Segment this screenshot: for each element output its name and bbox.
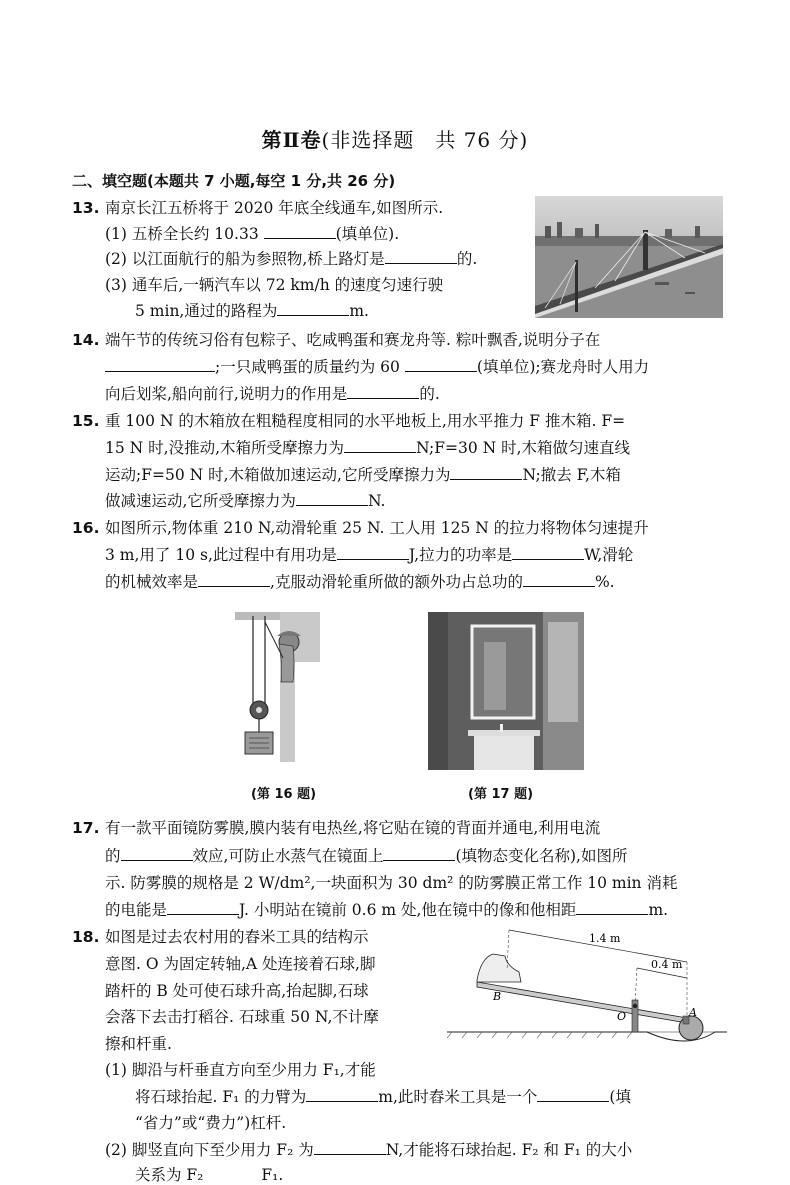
caption-fig17: (第 17 题) — [468, 787, 534, 802]
q13-part1: (1) 五桥全长约 10.33 (填单位). — [105, 225, 400, 243]
q18-number: 18. — [72, 928, 100, 946]
q15-line1: 15. 重 100 N 的木箱放在粗糙程度相同的水平地板上,用水平推力 F 推木箱. F= — [72, 412, 626, 430]
answer-blank[interactable] — [306, 1087, 378, 1102]
point-o-label: O — [617, 1010, 627, 1023]
q14-number: 14. — [72, 331, 100, 349]
answer-blank[interactable] — [296, 491, 368, 506]
q17-line1: 17. 有一款平面镜防雾膜,膜内装有电热丝,将它贴在镜的背面并通电,利用电流 — [72, 819, 601, 837]
q18-part1: (1) 脚沿与杆垂直方向至少用力 F₁,才能 — [105, 1061, 376, 1079]
point-b-label: B — [493, 990, 502, 1003]
q15-number: 15. — [72, 412, 100, 430]
q15-line3: 运动;F=50 N 时,木箱做加速运动,它所受摩擦力为 N;撤去 F,木箱 — [105, 466, 621, 484]
lever-diagram — [447, 922, 727, 1050]
q18-part1-cont2: “省力”或“费力”)杠杆. — [135, 1114, 287, 1132]
q17-line4: 的电能是 J. 小明站在镜前 0.6 m 处,他在镜中的像和他相距 m. — [105, 901, 669, 919]
q18-part2: (2) 脚竖直向下至少用力 F₂ 为 N,才能将石球抬起. F₂ 和 F₁ 的大小 — [105, 1141, 633, 1159]
q18-line3: 踏杆的 B 处可使石球升高,抬起脚,石球 — [105, 982, 369, 1000]
q17-number: 17. — [72, 819, 100, 837]
answer-blank[interactable] — [523, 572, 595, 587]
answer-blank[interactable] — [385, 249, 457, 264]
q13-number: 13. — [72, 199, 100, 217]
length-short-label: 0.4 m — [651, 958, 683, 971]
q18-line2: 意图. O 为固定转轴,A 处连接着石球,脚 — [105, 955, 376, 973]
answer-blank[interactable] — [405, 357, 477, 372]
q13-stem: 13. 南京长江五桥将于 2020 年底全线通车,如图所示. — [72, 199, 444, 217]
answer-blank[interactable] — [198, 572, 270, 587]
q16-line1: 16. 如图所示,物体重 210 N,动滑轮重 25 N. 工人用 125 N 的拉力将物体匀速提升 — [72, 519, 649, 537]
answer-blank[interactable] — [314, 1140, 386, 1155]
q13-part3-cont: 5 min,通过的路程为 m. — [135, 302, 369, 320]
q16-line2: 3 m,用了 10 s,此过程中有用功是 J,拉力的功率是 W,滑轮 — [105, 546, 634, 564]
q16-number: 16. — [72, 519, 100, 537]
length-total-label: 1.4 m — [589, 932, 621, 945]
bridge-photo — [535, 196, 723, 318]
answer-blank[interactable] — [121, 846, 193, 861]
pulley-figure — [235, 612, 335, 772]
caption-fig16: (第 16 题) — [251, 787, 317, 802]
q18-line4: 会落下去击打稻谷. 石球重 50 N,不计摩 — [105, 1008, 379, 1026]
answer-blank[interactable] — [383, 846, 455, 861]
q14-line3: 向后划桨,船向前行,说明力的作用是 的. — [105, 385, 440, 403]
q18-line5: 擦和杆重. — [105, 1035, 172, 1053]
answer-blank[interactable] — [337, 545, 409, 560]
q18-line1: 18. 如图是过去农村用的舂米工具的结构示 — [72, 928, 369, 946]
paper-title — [0, 124, 790, 153]
q15-line4: 做减速运动,它所受摩擦力为 N. — [105, 492, 386, 510]
q13-part2: (2) 以江面航行的船为参照物,桥上路灯是 的. — [105, 250, 478, 268]
q17-line3: 示. 防雾膜的规格是 2 W/dm²,一块面积为 30 dm² 的防雾膜正常工作 10 min 消耗 — [105, 874, 678, 892]
q17-line2: 的 效应,可防止水蒸气在镜面上 (填物态变化名称),如图所 — [105, 847, 628, 865]
q13-part3: (3) 通车后,一辆汽车以 72 km/h 的速度匀速行驶 — [105, 276, 444, 294]
answer-blank[interactable] — [167, 900, 239, 915]
answer-blank[interactable] — [537, 1087, 609, 1102]
point-a-label: A — [689, 1006, 697, 1019]
answer-blank[interactable] — [277, 301, 349, 316]
answer-blank[interactable] — [105, 357, 215, 372]
answer-blank[interactable] — [450, 465, 522, 480]
answer-blank[interactable] — [264, 224, 336, 239]
paper-title-sub: (非选择题 共 76 分) — [321, 128, 529, 152]
paper-title-main: 第Ⅱ卷 — [261, 128, 322, 152]
answer-blank[interactable] — [344, 438, 416, 453]
q14-line1: 14. 端午节的传统习俗有包粽子、吃咸鸭蛋和赛龙舟等. 粽叶飘香,说明分子在 — [72, 331, 601, 349]
answer-blank[interactable] — [203, 1166, 261, 1180]
q18-part2-cont: 关系为 F₂ F₁. — [135, 1166, 284, 1184]
q16-line3: 的机械效率是 ,克服动滑轮重所做的额外功占总功的 %. — [105, 573, 615, 591]
answer-blank[interactable] — [576, 900, 648, 915]
section-heading: 二、填空题(本题共 7 小题,每空 1 分,共 26 分) — [72, 172, 396, 190]
q14-line2: ;一只咸鸭蛋的质量约为 60 (填单位);赛龙舟时人用力 — [105, 357, 649, 377]
answer-blank[interactable] — [347, 384, 419, 399]
q15-line2: 15 N 时,没推动,木箱所受摩擦力为 N;F=30 N 时,木箱做匀速直线 — [105, 439, 631, 457]
answer-blank[interactable] — [512, 545, 584, 560]
q18-part1-cont: 将石球抬起. F₁ 的力臂为 m,此时舂米工具是一个 (填 — [135, 1088, 631, 1106]
mirror-photo — [428, 612, 584, 770]
